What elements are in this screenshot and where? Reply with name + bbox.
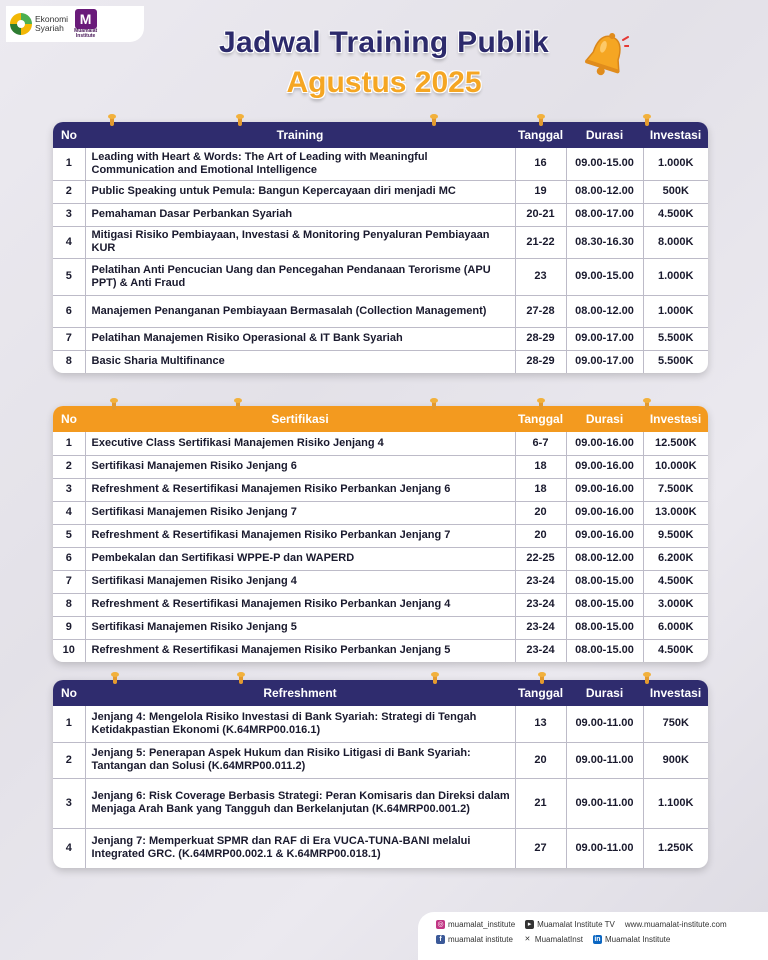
row-durasi: 09.00-16.00 (566, 455, 643, 478)
row-name: Refreshment & Resertifikasi Manajemen Risiko Perbankan Jenjang 6 (85, 478, 515, 501)
page-title: Jadwal Training Publik (218, 26, 549, 59)
x-handle: MuamalatInst (534, 935, 583, 944)
row-durasi: 08.00-15.00 (566, 570, 643, 593)
table-row (53, 593, 708, 616)
row-no: 3 (53, 778, 85, 828)
row-durasi: 09.00-16.00 (566, 432, 643, 455)
row-no: 5 (53, 258, 85, 295)
header-no: No (53, 122, 85, 148)
header-tanggal: Tanggal (515, 680, 566, 706)
row-no: 9 (53, 616, 85, 639)
table-row (53, 295, 708, 327)
row-name: Pembekalan dan Sertifikasi WPPE-P dan WAPERD (85, 547, 515, 570)
website-url: www.muamalat-institute.com (624, 920, 727, 929)
row-tanggal: 23-24 (515, 639, 566, 662)
table-row (53, 501, 708, 524)
row-name: Basic Sharia Multifinance (85, 350, 515, 373)
row-name: Leading with Heart & Words: The Art of Leading with Meaningful Communication and Emotional Intelligence (85, 148, 515, 180)
header-durasi: Durasi (566, 406, 643, 432)
table-row (53, 706, 708, 742)
refreshment-table (53, 680, 708, 868)
binder-ring-icon (238, 117, 242, 126)
row-investasi: 500K (643, 180, 708, 203)
header-tanggal: Tanggal (515, 406, 566, 432)
row-no: 2 (53, 742, 85, 778)
instagram-link[interactable] (436, 920, 515, 929)
binder-ring-icon (645, 401, 649, 410)
row-durasi: 08.00-15.00 (566, 639, 643, 662)
row-tanggal: 23 (515, 258, 566, 295)
row-durasi: 09.00-15.00 (566, 148, 643, 180)
row-name: Executive Class Sertifikasi Manajemen Risiko Jenjang 4 (85, 432, 515, 455)
row-tanggal: 20 (515, 524, 566, 547)
row-tanggal: 27 (515, 828, 566, 868)
row-tanggal: 6-7 (515, 432, 566, 455)
row-name: Pelatihan Manajemen Risiko Operasional & IT Bank Syariah (85, 327, 515, 350)
website-link[interactable] (625, 920, 727, 929)
row-investasi: 7.500K (643, 478, 708, 501)
table-row (53, 742, 708, 778)
binder-ring-icon (539, 117, 543, 126)
header-durasi: Durasi (566, 680, 643, 706)
row-name: Mitigasi Risiko Pembiayaan, Investasi & Monitoring Penyaluran Pembiayaan KUR (85, 226, 515, 258)
row-durasi: 08.00-12.00 (566, 295, 643, 327)
row-durasi: 09.00-15.00 (566, 258, 643, 295)
binder-ring-icon (645, 675, 649, 684)
ekonomi-logo-line1: Ekonomi (35, 14, 69, 24)
row-investasi: 6.000K (643, 616, 708, 639)
table-row (53, 226, 708, 258)
table-row (53, 524, 708, 547)
row-name: Sertifikasi Manajemen Risiko Jenjang 5 (85, 616, 515, 639)
row-investasi: 5.500K (658, 355, 694, 368)
binder-ring-icon (432, 401, 436, 410)
row-investasi: 4.500K (658, 644, 694, 657)
row-investasi: 900K (643, 742, 708, 778)
row-tanggal: 27-28 (515, 295, 566, 327)
binder-ring-icon (112, 401, 116, 410)
table-row (53, 616, 708, 639)
row-tanggal: 23-24 (515, 593, 566, 616)
header-investasi: Investasi (643, 406, 708, 432)
table-row (53, 828, 708, 868)
ekonomi-logo-line2: Syariah (35, 23, 64, 33)
binder-ring-icon (239, 675, 243, 684)
row-durasi: 09.00-11.00 (566, 742, 643, 778)
row-no: 1 (53, 432, 85, 455)
row-no: 10 (53, 639, 85, 662)
table-row (53, 148, 708, 180)
row-name: Manajemen Penanganan Pembiayaan Bermasalah (Collection Management) (85, 295, 515, 327)
table-row (53, 327, 708, 350)
header-refreshment: Refreshment (85, 680, 515, 706)
row-investasi: 10.000K (643, 455, 708, 478)
row-no: 2 (53, 455, 85, 478)
muamalat-logo-line2: Institute (75, 33, 96, 39)
row-name: Sertifikasi Manajemen Risiko Jenjang 4 (85, 570, 515, 593)
row-tanggal: 19 (515, 180, 566, 203)
row-durasi: 09.00-11.00 (566, 828, 643, 868)
row-tanggal: 21-22 (515, 226, 566, 258)
youtube-icon: ▸ (525, 920, 534, 929)
row-tanggal: 20 (515, 742, 566, 778)
row-name: Jenjang 7: Memperkuat SPMR dan RAF di Era VUCA-TUNA-BANI melalui Integrated GRC. (K.64MRP00.002.1 & K.64MRP00.018.1) (85, 828, 515, 868)
row-tanggal: 23-24 (515, 570, 566, 593)
row-no: 4 (53, 226, 85, 258)
row-investasi: 3.000K (643, 593, 708, 616)
linkedin-handle: Muamalat Institute (604, 935, 671, 944)
youtube-link[interactable] (525, 920, 615, 929)
header-durasi: Durasi (566, 122, 643, 148)
row-no: 3 (53, 478, 85, 501)
row-name: Jenjang 4: Mengelola Risiko Investasi di Bank Syariah: Strategi di Tengah Ketidakpastian Ekonomi (K.64MRP00.016.1) (85, 706, 515, 742)
table-row (53, 639, 708, 662)
muamalat-logo-line1: Muamalat (74, 28, 98, 34)
bell-icon (583, 30, 629, 80)
facebook-icon: f (436, 935, 445, 944)
binder-ring-icon (433, 675, 437, 684)
table-row (53, 478, 708, 501)
table-row (53, 570, 708, 593)
table-row (53, 180, 708, 203)
row-tanggal: 21 (515, 778, 566, 828)
binder-ring-icon (540, 675, 544, 684)
row-no: 1 (53, 148, 85, 180)
page-subtitle: Agustus 2025 (286, 66, 482, 99)
row-investasi: 1.100K (643, 778, 708, 828)
row-investasi: 12.500K (643, 432, 708, 455)
row-no: 1 (53, 706, 85, 742)
linkedin-icon: in (594, 936, 601, 943)
row-investasi: 1.250K (658, 841, 694, 854)
table-row (53, 455, 708, 478)
row-no: 3 (53, 203, 85, 226)
row-no: 7 (53, 327, 85, 350)
table-row (53, 350, 708, 373)
row-no: 7 (53, 570, 85, 593)
row-durasi: 08.00-12.00 (566, 547, 643, 570)
muamalat-mi-icon: M (75, 9, 97, 29)
row-name: Public Speaking untuk Pemula: Bangun Kepercayaan diri menjadi MC (85, 180, 515, 203)
table-row (53, 258, 708, 295)
training-table (53, 122, 708, 373)
row-name: Refreshment & Resertifikasi Manajemen Risiko Perbankan Jenjang 4 (85, 593, 515, 616)
binder-ring-icon (645, 117, 649, 126)
row-no: 6 (53, 295, 85, 327)
row-no: 8 (53, 593, 85, 616)
row-tanggal: 28-29 (515, 350, 566, 373)
row-investasi: 9.500K (643, 524, 708, 547)
binder-ring-icon (110, 117, 114, 126)
row-tanggal: 23-24 (515, 616, 566, 639)
row-tanggal: 18 (515, 478, 566, 501)
table-row (53, 547, 708, 570)
row-durasi: 09.00-16.00 (566, 501, 643, 524)
row-tanggal: 28-29 (515, 327, 566, 350)
row-name: Refreshment & Resertifikasi Manajemen Risiko Perbankan Jenjang 7 (85, 524, 515, 547)
instagram-icon: ◎ (437, 921, 444, 928)
row-no: 8 (53, 350, 85, 373)
row-tanggal: 18 (515, 455, 566, 478)
header-sertifikasi: Sertifikasi (85, 406, 515, 432)
row-name: Jenjang 5: Penerapan Aspek Hukum dan Risiko Litigasi di Bank Syariah: Tantangan dan Solusi (K.64MRP00.011.2) (85, 742, 515, 778)
row-no: 4 (53, 828, 85, 868)
x-icon: ✕ (524, 936, 531, 943)
binder-ring-icon (113, 675, 117, 684)
row-investasi: 6.200K (643, 547, 708, 570)
binder-ring-icon (539, 401, 543, 410)
row-no: 4 (53, 501, 85, 524)
row-investasi: 13.000K (643, 501, 708, 524)
facebook-link[interactable] (436, 935, 513, 944)
row-investasi: 5.500K (643, 327, 708, 350)
row-name: Jenjang 6: Risk Coverage Berbasis Strategi: Peran Komisaris dan Direksi dalam Menjaga Arah Bank yang Tangguh dan Berkelanjutan (K.64MRP00.001.2) (85, 778, 515, 828)
table-row (53, 778, 708, 828)
row-durasi: 09.00-11.00 (566, 706, 643, 742)
row-durasi: 09.00-17.00 (566, 327, 643, 350)
row-durasi: 09.00-11.00 (566, 778, 643, 828)
row-durasi: 09.00-17.00 (566, 350, 643, 373)
row-name: Refreshment & Resertifikasi Manajemen Risiko Perbankan Jenjang 5 (85, 639, 515, 662)
row-no: 2 (53, 180, 85, 203)
row-durasi: 08.30-16.30 (566, 226, 643, 258)
x-link[interactable] (523, 935, 583, 944)
row-durasi: 09.00-16.00 (566, 478, 643, 501)
table-row (53, 203, 708, 226)
row-durasi: 08.00-12.00 (566, 180, 643, 203)
sertifikasi-table (53, 406, 708, 662)
row-tanggal: 22-25 (515, 547, 566, 570)
header-no: No (53, 680, 85, 706)
table-row (53, 432, 708, 455)
linkedin-link[interactable] (593, 935, 670, 944)
row-tanggal: 16 (515, 148, 566, 180)
row-name: Sertifikasi Manajemen Risiko Jenjang 6 (85, 455, 515, 478)
row-no: 5 (53, 524, 85, 547)
row-durasi: 09.00-16.00 (566, 524, 643, 547)
header-tanggal: Tanggal (515, 122, 566, 148)
facebook-handle: muamalat institute (448, 935, 513, 944)
row-name: Sertifikasi Manajemen Risiko Jenjang 7 (85, 501, 515, 524)
header-training: Training (85, 122, 515, 148)
row-name: Pelatihan Anti Pencucian Uang dan Pencegahan Pendanaan Terorisme (APU PPT) & Anti Fraud (85, 258, 515, 295)
header-investasi: Investasi (643, 680, 708, 706)
header-no: No (53, 406, 85, 432)
social-footer (418, 912, 768, 960)
row-investasi: 1.000K (643, 258, 708, 295)
row-tanggal: 20 (515, 501, 566, 524)
binder-ring-icon (432, 117, 436, 126)
youtube-handle: Muamalat Institute TV (537, 920, 615, 929)
row-name: Pemahaman Dasar Perbankan Syariah (85, 203, 515, 226)
row-no: 6 (53, 547, 85, 570)
row-durasi: 08.00-15.00 (566, 616, 643, 639)
row-investasi: 4.500K (643, 570, 708, 593)
row-investasi: 1.000K (643, 295, 708, 327)
row-durasi: 08.00-17.00 (566, 203, 643, 226)
row-investasi: 4.500K (643, 203, 708, 226)
row-durasi: 08.00-15.00 (566, 593, 643, 616)
row-investasi: 750K (643, 706, 708, 742)
row-tanggal: 20-21 (515, 203, 566, 226)
instagram-handle: muamalat_institute (448, 920, 516, 929)
row-investasi: 8.000K (643, 226, 708, 258)
binder-ring-icon (236, 401, 240, 410)
header-investasi: Investasi (643, 122, 708, 148)
row-investasi: 1.000K (643, 148, 708, 180)
row-tanggal: 13 (515, 706, 566, 742)
